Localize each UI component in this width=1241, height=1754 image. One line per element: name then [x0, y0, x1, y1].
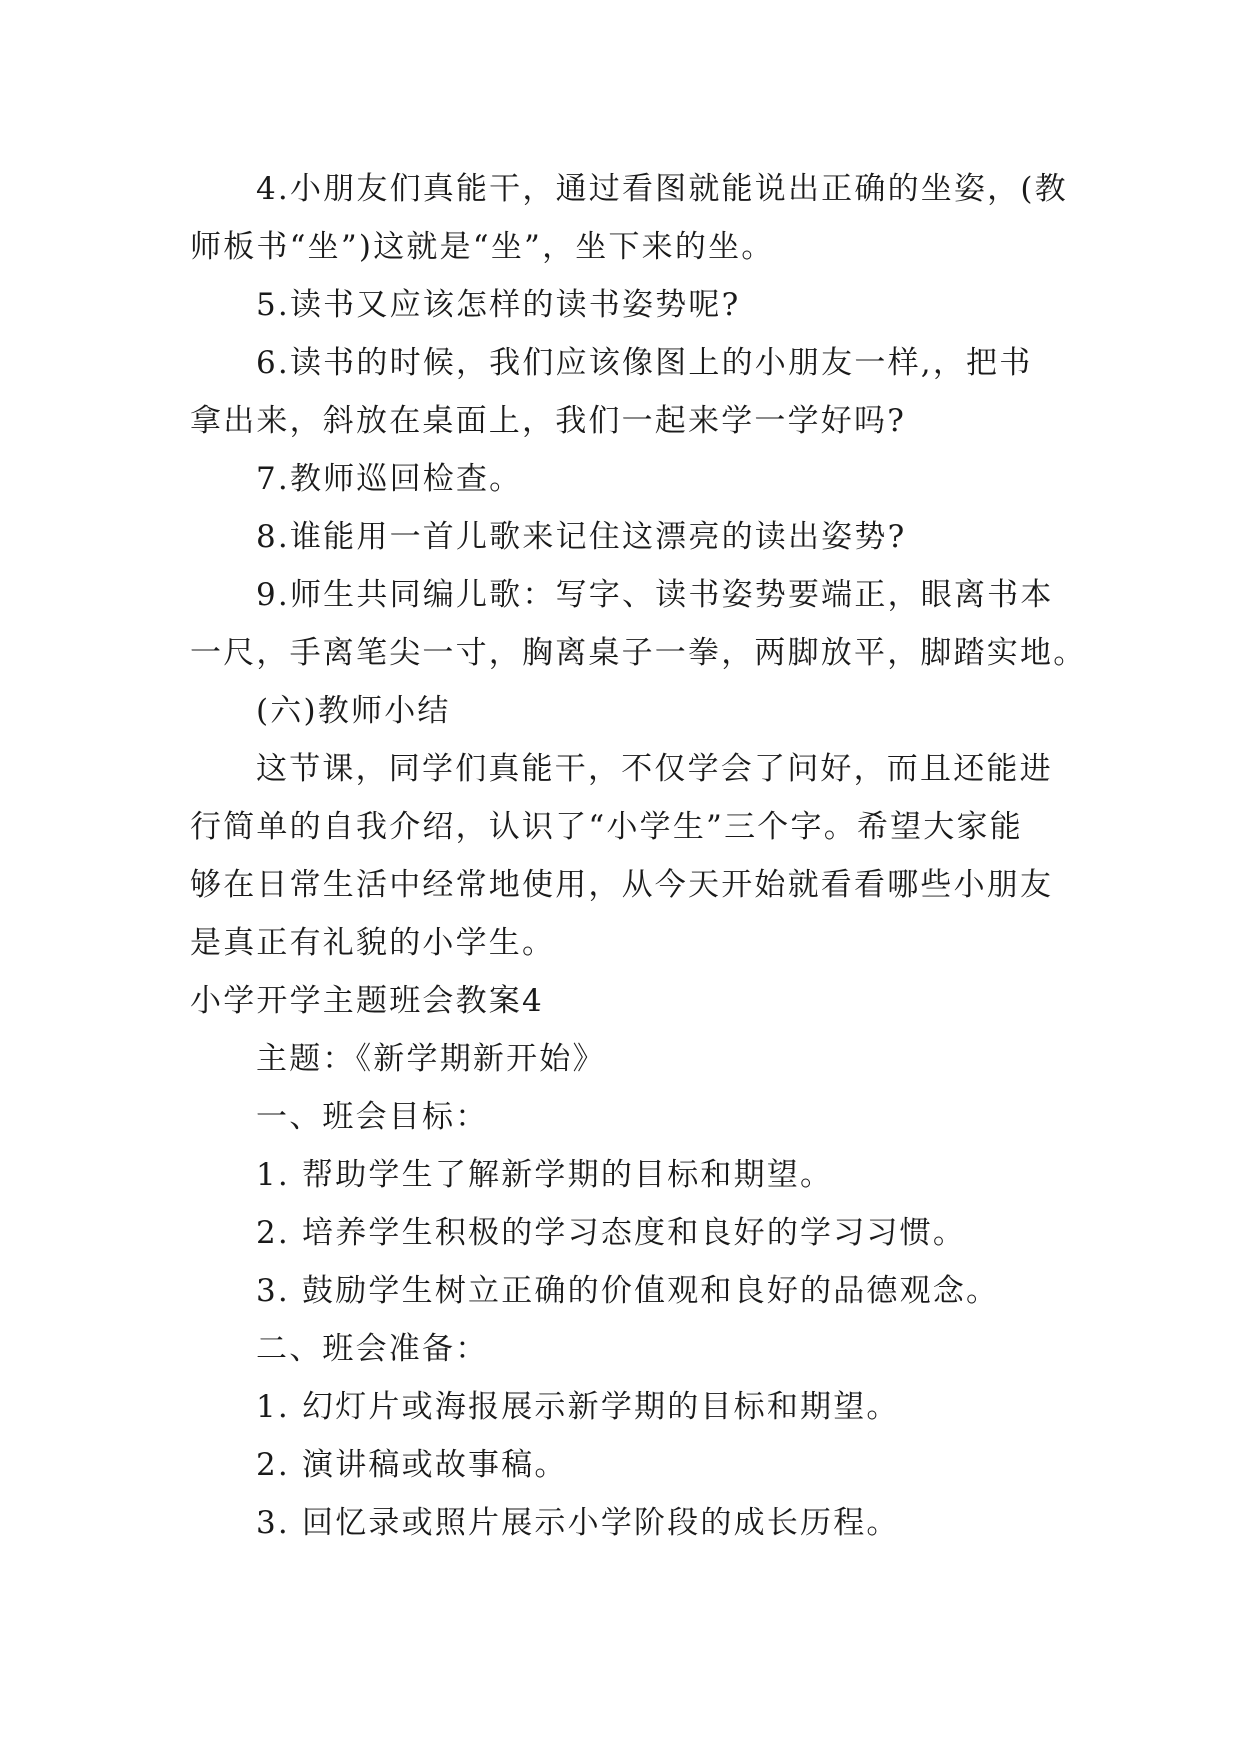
paragraph-line: 一尺，手离笔尖一寸，胸离桌子一拳，两脚放平，脚踏实地。	[190, 635, 1087, 671]
document-body	[190, 160, 1087, 1552]
paragraph-line: 8.谁能用一首儿歌来记住这漂亮的读出姿势?	[256, 519, 907, 555]
section-heading: 一、班会目标：	[256, 1099, 489, 1135]
list-item: 1. 帮助学生了解新学期的目标和期望。	[256, 1157, 834, 1193]
list-item: 1. 幻灯片或海报展示新学期的目标和期望。	[256, 1389, 900, 1425]
paragraph-line: 7.教师巡回检查。	[256, 461, 523, 497]
theme-line: 主题：《新学期新开始》	[256, 1041, 606, 1077]
section-heading: 二、班会准备：	[256, 1331, 489, 1367]
paragraph-line: 6.读书的时候，我们应该像图上的小朋友一样,，把书	[256, 345, 1033, 381]
paragraph-line: 行简单的自我介绍，认识了“小学生”三个字。希望大家能	[190, 809, 1023, 845]
paragraph-line: 够在日常生活中经常地使用，从今天开始就看看哪些小朋友	[190, 867, 1054, 903]
paragraph-line: 拿出来，斜放在桌面上，我们一起来学一学好吗?	[190, 403, 907, 439]
paragraph-line: 师板书“坐”)这就是“坐”，坐下来的坐。	[190, 229, 775, 265]
section-heading: (六)教师小结	[256, 693, 451, 729]
paragraph-line: 5.读书又应该怎样的读书姿势呢?	[256, 287, 741, 323]
list-item: 3. 鼓励学生树立正确的价值观和良好的品德观念。	[256, 1273, 1000, 1309]
list-item: 3. 回忆录或照片展示小学阶段的成长历程。	[256, 1505, 900, 1541]
paragraph-line: 是真正有礼貌的小学生。	[190, 925, 556, 961]
document-title: 小学开学主题班会教案4	[190, 983, 544, 1019]
paragraph-line: 4.小朋友们真能干，通过看图就能说出正确的坐姿，(教	[256, 171, 1068, 207]
list-item: 2. 培养学生积极的学习态度和良好的学习习惯。	[256, 1215, 967, 1251]
list-item: 2. 演讲稿或故事稿。	[256, 1447, 568, 1483]
paragraph-line: 这节课，同学们真能干，不仅学会了问好，而且还能进	[256, 751, 1053, 787]
paragraph-line: 9.师生共同编儿歌：写字、读书姿势要端正，眼离书本	[256, 577, 1054, 613]
